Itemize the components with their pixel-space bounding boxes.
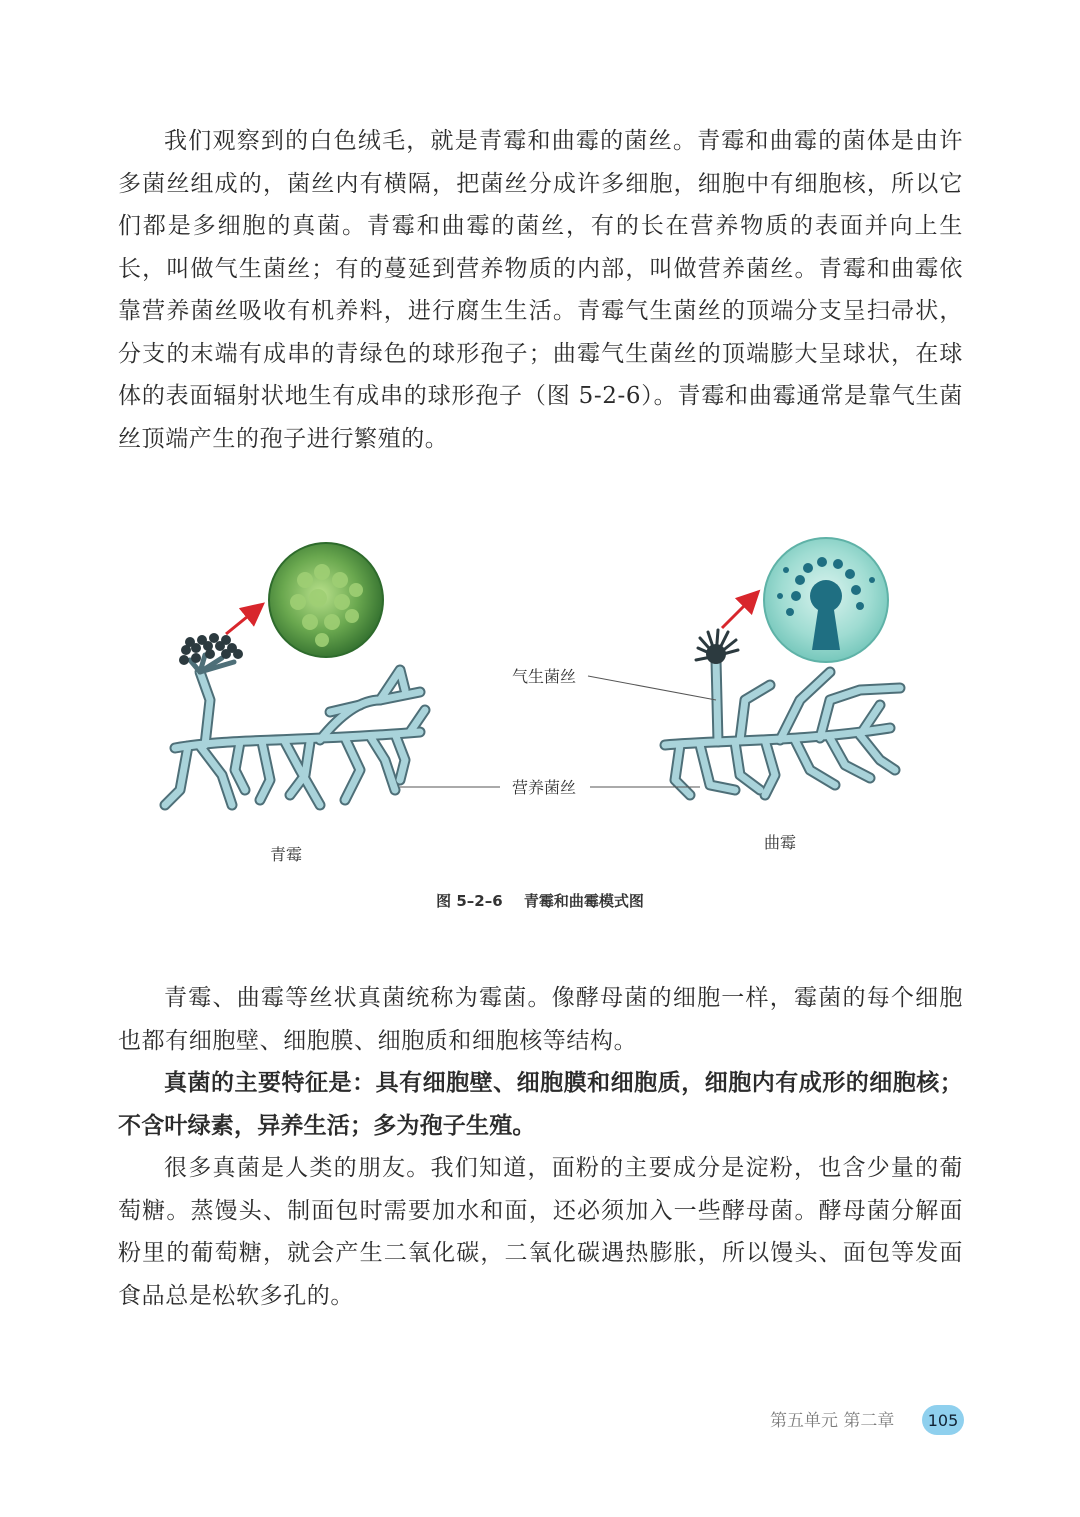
aspergillus-arrow (722, 596, 754, 628)
label-aspergillus: 曲霉 (764, 833, 797, 852)
label-penicillium: 青霉 (270, 845, 303, 864)
aspergillus-micrograph (764, 538, 888, 662)
paragraph-molds: 青霉、曲霉等丝状真菌统称为霉菌。像酵母菌的细胞一样，霉菌的每个细胞也都有细胞壁、细胞膜、细胞质和细胞核等结构。 (118, 985, 963, 1054)
page-number-badge: 105 (922, 1405, 964, 1435)
penicillium-micrograph (269, 543, 383, 657)
leader-line-aerial (588, 676, 716, 700)
penicillium-arrow (226, 608, 258, 634)
label-nutritive-hyphae: 营养菌丝 (512, 778, 577, 797)
aspergillus-diagram (665, 538, 900, 795)
penicillium-diagram (165, 543, 425, 805)
figure-caption (0, 890, 1080, 911)
caption-number: 图 5–2–6 (436, 892, 503, 910)
footer-section-label: 第五单元 第二章 (770, 1411, 895, 1431)
paragraph-fungi-friends: 很多真菌是人类的朋友。我们知道，面粉的主要成分是淀粉，也含少量的葡萄糖。蒸馒头、制面包时需要加水和面，还必须加入一些酵母菌。酵母菌分解面粉里的葡萄糖，就会产生二氧化碳，二氧化碳遇热膨胀，所以馒头、面包等发面食品总是松软多孔的。 (118, 1155, 963, 1309)
paragraph-mold-hyphae: 我们观察到的白色绒毛，就是青霉和曲霉的菌丝。青霉和曲霉的菌体是由许多菌丝组成的，菌丝内有横隔，把菌丝分成许多细胞，细胞中有细胞核，所以它们都是多细胞的真菌。青霉和曲霉的菌丝，有的长在营养物质的表面并向上生长，叫做气生菌丝；有的蔓延到营养物质的内部，叫做营养菌丝。青霉和曲霉依靠营养菌丝吸收有机养料，进行腐生生活。青霉气生菌丝的顶端分支呈扫帚状，分支的末端有成串的青绿色的球形孢子；曲霉气生菌丝的顶端膨大呈球状，在球体的表面辐射状地生有成串的球形孢子（图 5-2-6）。青霉和曲霉通常是靠气生菌丝顶端产生的孢子进行繁殖的。 (118, 128, 963, 452)
label-aerial-hyphae: 气生菌丝 (512, 667, 577, 686)
caption-title: 青霉和曲霉模式图 (523, 892, 644, 910)
paragraph-fungi-features: 真菌的主要特征是：具有细胞壁、细胞膜和细胞质，细胞内有成形的细胞核；不含叶绿素，异养生活；多为孢子生殖。 (118, 1070, 963, 1139)
